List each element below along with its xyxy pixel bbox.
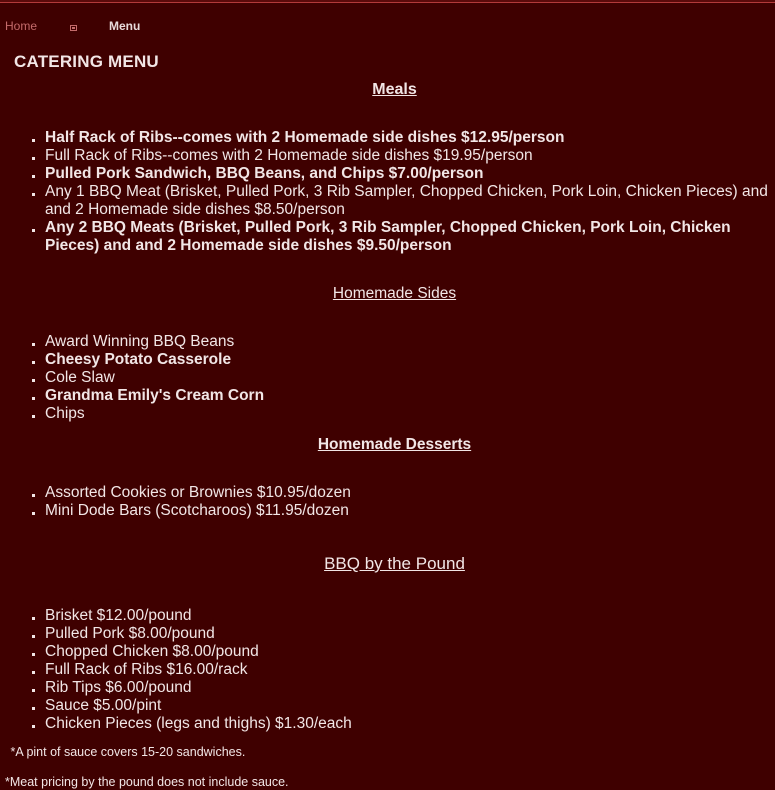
section-heading-pound: BBQ by the Pound [324, 554, 465, 573]
section-heading-desserts: Homemade Desserts [317, 436, 472, 453]
list-item: Mini Dode Bars (Scotcharoos) $11.95/dozen [45, 502, 775, 520]
list-item: Full Rack of Ribs $16.00/rack [45, 661, 775, 679]
breadcrumb-home-link[interactable]: Home [5, 19, 38, 33]
list-item: Chips [45, 405, 775, 423]
list-item: Chicken Pieces (legs and thighs) $1.30/each [45, 715, 775, 733]
list-item: Sauce $5.00/pint [45, 697, 775, 715]
breadcrumb-separator-icon [70, 25, 77, 31]
list-item: Pulled Pork $8.00/pound [45, 625, 775, 643]
list-item: Chopped Chicken $8.00/pound [45, 643, 775, 661]
list-item: Brisket $12.00/pound [45, 607, 775, 625]
meat-pricing-note: *Meat pricing by the pound does not include sauce. [5, 775, 289, 789]
breadcrumb [5, 19, 141, 33]
section-heading-meals: Meals [372, 81, 417, 98]
list-item: Assorted Cookies or Brownies $10.95/dozen [45, 484, 775, 502]
sides-list [0, 333, 775, 423]
list-item: Cole Slaw [45, 369, 775, 387]
list-item: Any 2 BBQ Meats (Brisket, Pulled Pork, 3 Rib Sampler, Chopped Chicken, Pork Loin, Chicken Pieces) and and 2 Homemade side dishes $9.50/person [45, 219, 775, 255]
list-item: Award Winning BBQ Beans [45, 333, 775, 351]
list-item: Pulled Pork Sandwich, BBQ Beans, and Chips $7.00/person [45, 165, 775, 183]
list-item: Any 1 BBQ Meat (Brisket, Pulled Pork, 3 Rib Sampler, Chopped Chicken, Pork Loin, Chicken Pieces) and and 2 Homemade side dishes $8.50/person [45, 183, 775, 219]
list-item: Full Rack of Ribs--comes with 2 Homemade side dishes $19.95/person [45, 147, 775, 165]
meals-list [0, 129, 775, 255]
sauce-note: *A pint of sauce covers 15-20 sandwiches. [7, 745, 246, 759]
top-border [0, 0, 775, 3]
list-item: Half Rack of Ribs--comes with 2 Homemade side dishes $12.95/person [45, 129, 775, 147]
list-item: Cheesy Potato Casserole [45, 351, 775, 369]
pound-list [0, 607, 775, 733]
desserts-list [0, 484, 775, 520]
list-item: Grandma Emily's Cream Corn [45, 387, 775, 405]
list-item: Rib Tips $6.00/pound [45, 679, 775, 697]
page-title: CATERING MENU [14, 52, 159, 71]
section-heading-sides: Homemade Sides [332, 285, 457, 302]
breadcrumb-current: Menu [109, 19, 141, 33]
